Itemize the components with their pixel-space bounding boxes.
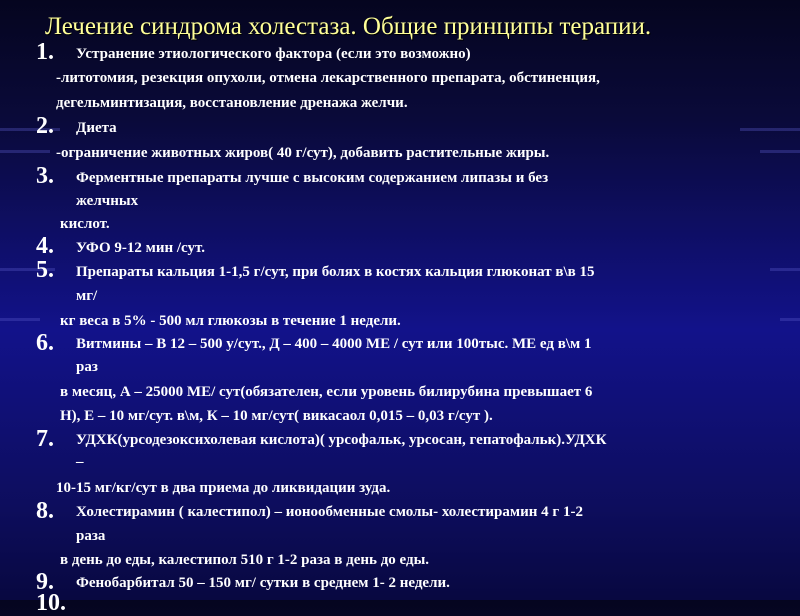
item-number-8: 8. — [36, 498, 54, 524]
slide-title: Лечение синдрома холестаза. Общие принципы терапии. — [45, 13, 652, 40]
item-1-cont-1: -литотомия, резекция опухоли, отмена лекарственного препарата, обстиненция, — [56, 70, 600, 86]
item-number-3: 3. — [36, 163, 54, 189]
item-5-line-2: мг/ — [76, 288, 98, 304]
item-2-line-1: Диета — [76, 120, 117, 136]
item-number-7: 7. — [36, 426, 54, 452]
item-6-cont-2: Н), Е – 10 мг/сут. в\м, К – 10 мг/сут( викасаол 0,015 – 0,03 г/сут ). — [60, 408, 493, 424]
item-6-line-1: Витмины – В 12 – 500 у/сут., Д – 400 – 4000 МЕ / сут или 100тыс. МЕ ед в\м 1 — [76, 336, 592, 352]
item-8-line-2: раза — [76, 528, 106, 544]
item-6-cont-1: в месяц, А – 25000 МЕ/ сут(обязателен, если уровень билирубина превышает 6 — [60, 384, 593, 400]
item-7-line-2: – — [76, 454, 84, 470]
item-3-line-2: желчных — [76, 193, 139, 209]
item-7-line-1: УДХК(урсодезоксихолевая кислота)( урсофальк, урсосан, гепатофальк).УДХК — [76, 432, 607, 448]
item-3-cont-1: кислот. — [60, 216, 110, 232]
item-9-line-1: Фенобарбитал 50 – 150 мг/ сутки в среднем 1- 2 недели. — [76, 575, 450, 591]
item-number-10: 10. — [36, 590, 66, 616]
item-number-5: 5. — [36, 257, 54, 283]
item-5-cont-1: кг веса в 5% - 500 мл глюкозы в течение 1 недели. — [60, 313, 401, 329]
item-4-line-1: УФО 9-12 мин /сут. — [76, 240, 205, 256]
item-2-cont-1: -ограничение животных жиров( 40 г/сут), добавить растительные жиры. — [56, 145, 550, 161]
item-5-line-1: Препараты кальция 1-1,5 г/сут, при болях в костях кальция глюконат в\в 15 — [76, 264, 595, 280]
item-number-4: 4. — [36, 233, 54, 259]
item-6-line-2: раз — [76, 359, 98, 375]
item-number-1: 1. — [36, 39, 54, 65]
item-8-line-1: Холестирамин ( калестипол) – ионообменные смолы- холестирамин 4 г 1-2 — [76, 504, 583, 520]
item-number-2: 2. — [36, 113, 54, 139]
item-7-cont-1: 10-15 мг/кг/сут в два приема до ликвидации зуда. — [56, 480, 391, 496]
item-1-cont-2: дегельминтизация, восстановление дренажа желчи. — [56, 95, 408, 111]
item-number-6: 6. — [36, 330, 54, 356]
item-1-line-1: Устранение этиологического фактора (если это возможно) — [76, 46, 471, 62]
item-8-cont-1: в день до еды, калестипол 510 г 1-2 раза в день до еды. — [60, 552, 430, 568]
item-number-9: 9. — [36, 569, 54, 595]
item-3-line-1: Ферментные препараты лучше с высоким содержанием липазы и без — [76, 170, 549, 186]
